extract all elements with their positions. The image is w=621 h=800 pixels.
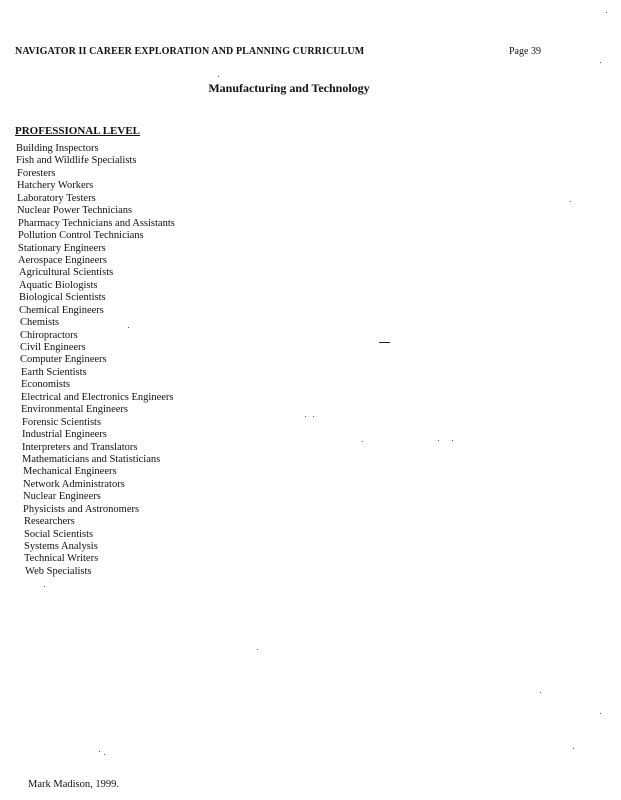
occupation-item: Chemical Engineers	[19, 304, 104, 316]
occupation-item: Electrical and Electronics Engineers	[21, 391, 174, 403]
occupation-item: Computer Engineers	[20, 354, 107, 366]
occupation-item: Network Administrators	[23, 478, 125, 490]
occupation-item: Agricultural Scientists	[19, 267, 114, 279]
occupation-item: Nuclear Engineers	[23, 491, 101, 503]
scan-speck	[128, 327, 129, 328]
stray-dash-mark	[379, 342, 390, 343]
occupation-item: Pharmacy Technicians and Assistants	[18, 217, 175, 229]
level-heading: PROFESSIONAL LEVEL	[15, 125, 141, 137]
occupation-item: Earth Scientists	[21, 366, 87, 378]
scan-speck	[99, 751, 100, 752]
scan-speck	[362, 441, 363, 442]
occupation-item: Laboratory Testers	[17, 192, 96, 204]
occupation-item: Environmental Engineers	[21, 404, 129, 416]
scan-speck	[104, 754, 105, 755]
occupation-item: Physicists and Astronomers	[23, 503, 140, 515]
occupation-item: Interpreters and Translators	[22, 441, 138, 453]
occupation-item: Civil Engineers	[20, 342, 86, 353]
occupation-list	[16, 143, 175, 578]
scan-speck	[313, 416, 314, 417]
scan-speck	[606, 12, 607, 13]
occupation-item: Social Scientists	[24, 528, 94, 540]
scan-speck	[540, 692, 541, 693]
occupation-item: Chiropractors	[20, 329, 78, 341]
occupation-item: Building Inspectors	[16, 143, 99, 154]
occupation-item: Chemists	[20, 317, 60, 329]
section-title: Manufacturing and Technology	[208, 81, 370, 95]
occupation-item: Systems Analysis	[24, 541, 98, 552]
occupation-item: Pollution Control Technicians	[18, 230, 144, 242]
scan-speck	[257, 649, 258, 650]
occupation-item: Technical Writers	[24, 553, 99, 565]
occupation-item: Economists	[21, 379, 70, 391]
scan-speck	[438, 440, 439, 441]
occupation-item: Stationary Engineers	[18, 242, 106, 254]
occupation-item: Foresters	[17, 167, 56, 179]
occupation-item: Hatchery Workers	[17, 180, 94, 192]
scan-speck	[305, 416, 306, 417]
occupation-item: Mathematicians and Statisticians	[22, 453, 161, 465]
scan-speck	[573, 748, 574, 749]
scan-speck	[570, 201, 571, 202]
occupation-item: Researchers	[24, 516, 75, 528]
occupation-item: Fish and Wildlife Specialists	[16, 155, 137, 167]
occupation-item: Forensic Scientists	[22, 416, 102, 428]
page-number: Page 39	[509, 46, 541, 57]
occupation-item: Biological Scientists	[19, 292, 106, 304]
occupation-item: Web Specialists	[25, 565, 92, 577]
occupation-item: Industrial Engineers	[22, 429, 107, 441]
scan-speck	[218, 76, 219, 77]
occupation-item: Nuclear Power Technicians	[17, 205, 133, 217]
document-header-title: NAVIGATOR II CAREER EXPLORATION AND PLANNING CURRICULUM	[15, 46, 365, 57]
footer-credit: Mark Madison, 1999.	[28, 779, 119, 790]
occupation-item: Mechanical Engineers	[23, 466, 117, 478]
occupation-item: Aerospace Engineers	[18, 254, 107, 266]
occupation-item: Aquatic Biologists	[19, 279, 98, 291]
scan-speck	[600, 62, 601, 63]
scan-speck	[452, 440, 453, 441]
scan-speck	[600, 713, 601, 714]
scan-speck	[44, 586, 45, 587]
